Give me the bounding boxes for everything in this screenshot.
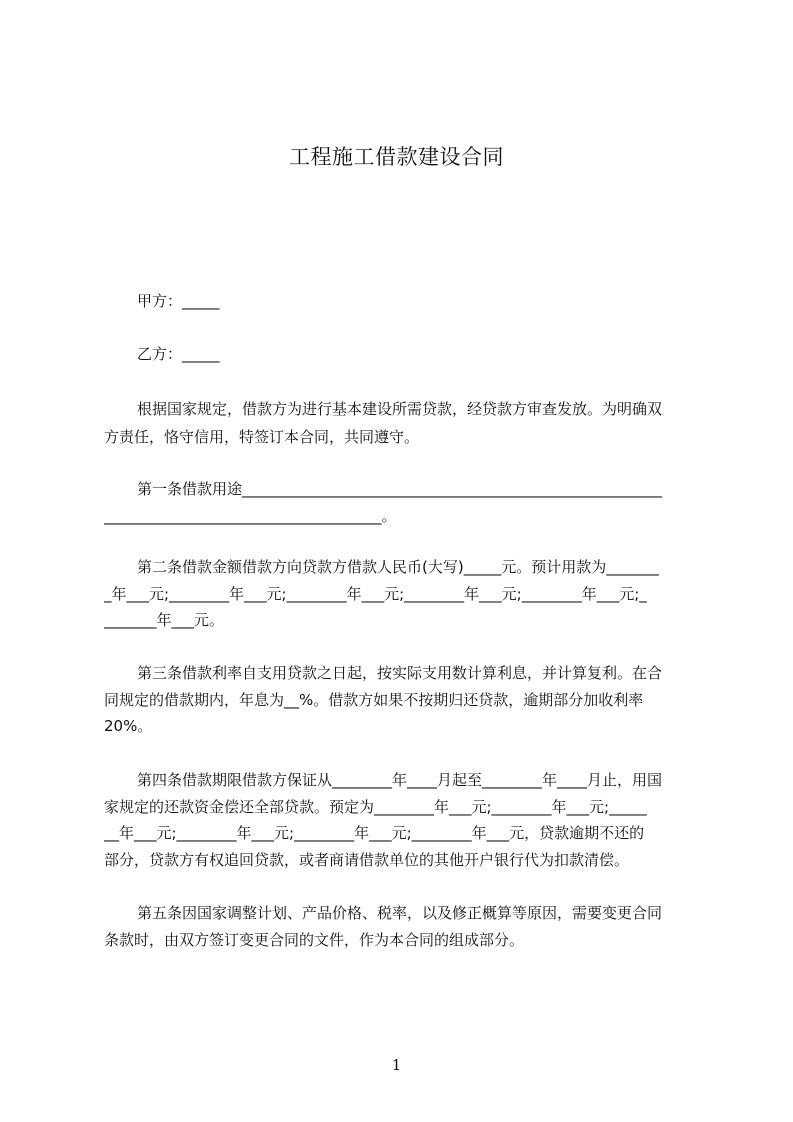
paragraph-line: 同规定的借款期内，年息为__%。借款方如果不按期归还贷款，逾期部分加收利率 xyxy=(104,691,644,709)
paragraph-line: 第一条借款用途________________________________________________________ xyxy=(137,480,663,498)
page-number: 1 xyxy=(391,1056,402,1074)
paragraph-line: 家规定的还款资金偿还全部贷款。预定为________年___元;________年___元;_____ xyxy=(104,798,647,816)
party-a-field: 甲方：_____ xyxy=(137,292,220,310)
document-title: 工程施工借款建设合同 xyxy=(289,145,504,169)
paragraph-line: _____________________________________。 xyxy=(104,507,397,525)
paragraph-line: 第四条借款期限借款方保证从________年____月起至________年____月止，用国 xyxy=(137,771,663,789)
paragraph-line: __年___元;________年___元;________年___元;________年___元，贷款逾期不还的 xyxy=(104,824,645,842)
paragraph-line: 条款时，由双方签订变更合同的文件，作为本合同的组成部分。 xyxy=(104,931,525,949)
paragraph-line: 部分，贷款方有权追回贷款，或者商请借款单位的其他开户银行代为扣款清偿。 xyxy=(104,851,630,869)
paragraph-line: 20%。 xyxy=(104,717,153,735)
party-b-field: 乙方：_____ xyxy=(137,345,220,363)
paragraph-line: 第五条因国家调整计划、产品价格、税率，以及修正概算等原因，需要变更合同 xyxy=(137,904,663,922)
paragraph-line: 方责任，恪守信用，特签订本合同，共同遵守。 xyxy=(104,428,420,446)
paragraph-line: _年___元;________年___元;________年___元;________年___元;________年___元;_ xyxy=(104,585,647,603)
paragraph-line: 第三条借款利率自支用贷款之日起，按实际支用数计算利息，并计算复利。在合 xyxy=(137,664,663,682)
paragraph-line: 第二条借款金额借款方向贷款方借款人民币(大写)_____元。预计用款为_______ xyxy=(137,558,659,576)
paragraph-line: 根据国家规定，借款方为进行基本建设所需贷款，经贷款方审查发放。为明确双 xyxy=(137,400,663,418)
paragraph-line: _______年___元。 xyxy=(104,611,225,629)
